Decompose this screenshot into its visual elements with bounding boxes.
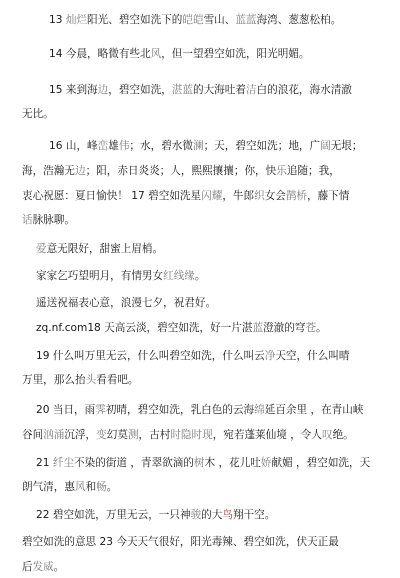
- text-segment: 16 山，峰: [49, 140, 98, 152]
- text-line: [22, 108, 54, 121]
- text-line: [49, 84, 352, 97]
- text-segment: 乐: [276, 165, 287, 177]
- text-segment: 洁: [245, 84, 257, 96]
- text-segment: 。: [53, 561, 65, 573]
- text-line: [36, 404, 363, 417]
- text-line: [36, 350, 349, 363]
- text-segment: ；水，碧水微: [129, 140, 193, 152]
- text-segment: 头: [85, 374, 97, 386]
- text-segment: 的大海吐着: [192, 84, 246, 96]
- text-segment: 无垠；: [330, 140, 363, 152]
- text-segment: 阳光、碧空如洗下的: [87, 14, 183, 26]
- text-line: [22, 190, 349, 203]
- text-line: [49, 48, 310, 61]
- text-segment: 木 ，花儿吐: [204, 457, 261, 469]
- text-segment: 澄澈的穹: [263, 322, 306, 334]
- text-segment: 谷间: [22, 429, 44, 441]
- text-segment: 蓝: [252, 322, 264, 334]
- text-segment: 延百余里 ，在青山峡: [264, 404, 364, 416]
- text-segment: 风: [74, 481, 86, 493]
- text-line: [49, 140, 362, 153]
- text-segment: 时隐时现: [170, 429, 213, 441]
- text-segment: 沉浮，: [64, 429, 97, 441]
- text-segment: 边: [97, 84, 109, 96]
- text-segment: 14 今晨，略微有些北: [49, 48, 151, 60]
- text-line: [36, 457, 370, 470]
- text-segment: 霁: [95, 404, 106, 416]
- text-segment: ；阳，赤日炎炎；人，熙熙攘攘；你，快: [85, 165, 277, 177]
- text-segment: 雪山、: [203, 14, 236, 26]
- text-segment: 测: [127, 429, 139, 441]
- text-segment: 澜: [192, 140, 204, 152]
- text-line: [36, 322, 327, 335]
- text-segment: 雄: [108, 140, 119, 152]
- text-segment: 蓝蓝: [235, 14, 257, 26]
- text-segment: 海，浩瀚无: [22, 165, 75, 177]
- text-segment: 意无限好，甜蜜上眉梢。: [46, 243, 164, 255]
- text-segment: 13: [49, 14, 66, 26]
- text-segment: 的大: [201, 509, 223, 521]
- text-segment: 无比。: [22, 108, 54, 120]
- text-segment: 遥送祝福表心意，浪漫七夕，祝君好。: [36, 297, 217, 309]
- text-segment: 献媚 ，碧空如洗，天: [271, 457, 371, 469]
- text-line: [36, 297, 216, 310]
- text-segment: 红线缘: [163, 270, 195, 282]
- text-segment: 苍: [305, 322, 317, 334]
- text-segment: ，藤下情: [307, 190, 350, 202]
- text-segment: ，但一望碧空如洗，阳光明媚。: [161, 48, 310, 60]
- text-segment: 绵: [254, 404, 265, 416]
- text-segment: 畅: [96, 481, 107, 493]
- text-line: [22, 214, 75, 227]
- text-segment: 看看吧。: [96, 374, 139, 386]
- text-segment: 鹊桥: [285, 190, 308, 202]
- text-segment: 风: [150, 48, 162, 60]
- text-line: [36, 270, 206, 283]
- text-segment: 闪耀: [201, 190, 223, 202]
- text-segment: ；天，碧空如洗；地，广: [203, 140, 321, 152]
- text-line: [22, 165, 340, 178]
- text-segment: 骏: [190, 509, 202, 521]
- text-segment: 万里，那么抬: [22, 374, 86, 386]
- text-segment: 22 碧空如洗，万里无云，一只神: [36, 509, 191, 521]
- text-segment: 不染的街道 ，青翠欲滴的: [74, 457, 194, 469]
- text-segment: 伟: [118, 140, 130, 152]
- text-segment: 阔: [320, 140, 331, 152]
- text-segment: 初晴，碧空如洗，乳白色的云海: [105, 404, 255, 416]
- text-segment: 海湾、葱葱松柏。: [256, 14, 342, 26]
- text-segment: 15 来到海: [49, 84, 98, 96]
- text-segment: 树: [193, 457, 205, 469]
- text-segment: 脉脉聊。: [32, 214, 75, 226]
- text-segment: 湛蓝: [171, 84, 193, 96]
- text-segment: 天空，什么叫晴: [275, 350, 350, 362]
- text-segment: zq.nf.com18 天高云淡，碧空如洗，好一片湛: [36, 322, 253, 334]
- text-segment: 净: [264, 350, 276, 362]
- text-line: [49, 14, 341, 27]
- text-segment: 家家乞巧望明月，有情男女: [36, 270, 164, 282]
- text-segment: 衷心祝愿：夏日愉快！ 17 碧空如洗星: [22, 190, 202, 202]
- text-segment: 峦: [97, 140, 109, 152]
- text-segment: 发威: [32, 561, 54, 573]
- text-segment: 灿烂: [65, 14, 88, 26]
- text-line: [22, 429, 354, 442]
- text-line: [22, 561, 64, 574]
- text-segment: 娇: [260, 457, 272, 469]
- text-segment: 白的浪花，海水清澈: [256, 84, 352, 96]
- text-segment: 织: [254, 190, 265, 202]
- text-segment: 爱: [36, 243, 47, 255]
- text-segment: 绝。: [332, 429, 354, 441]
- text-segment: 碧空如洗的意思 23 今天天气很好，阳光毒辣、碧空如洗，伏天正最: [22, 536, 339, 548]
- text-segment: 。: [194, 270, 206, 282]
- text-segment: 后: [22, 561, 33, 573]
- text-segment: 女会: [264, 190, 286, 202]
- text-segment: 纤尘: [52, 457, 75, 469]
- text-line: [22, 481, 117, 494]
- text-line: [36, 243, 163, 256]
- text-segment: 朗气清，惠: [22, 481, 75, 493]
- text-segment: 鸟: [222, 509, 233, 521]
- text-segment: 。: [316, 322, 327, 334]
- text-segment: 汹涌: [43, 429, 65, 441]
- text-segment: ，古村: [138, 429, 171, 441]
- text-segment: 边: [74, 165, 86, 177]
- text-segment: 翔干空。: [232, 509, 276, 521]
- text-segment: ，碧空如洗，: [108, 84, 172, 96]
- text-segment: 19 什么叫万里无云，什么叫碧空如洗，什么叫云: [36, 350, 265, 362]
- text-segment: ，牛郎: [222, 190, 255, 202]
- text-line: [36, 509, 275, 522]
- text-segment: 话: [22, 214, 33, 226]
- text-segment: 21: [36, 457, 53, 469]
- text-segment: 。: [106, 481, 118, 493]
- text-segment: 皑皑: [182, 14, 204, 26]
- text-segment: 幻莫: [106, 429, 128, 441]
- text-segment: 和: [85, 481, 97, 493]
- text-segment: ，宛若蓬莱仙境 ，令人: [212, 429, 322, 441]
- text-line: [22, 536, 339, 549]
- text-segment: 20 当日，雨: [36, 404, 96, 416]
- text-segment: 追随；我，: [286, 165, 340, 177]
- text-segment: 叹: [322, 429, 333, 441]
- text-line: [22, 374, 139, 387]
- text-segment: 变: [96, 429, 107, 441]
